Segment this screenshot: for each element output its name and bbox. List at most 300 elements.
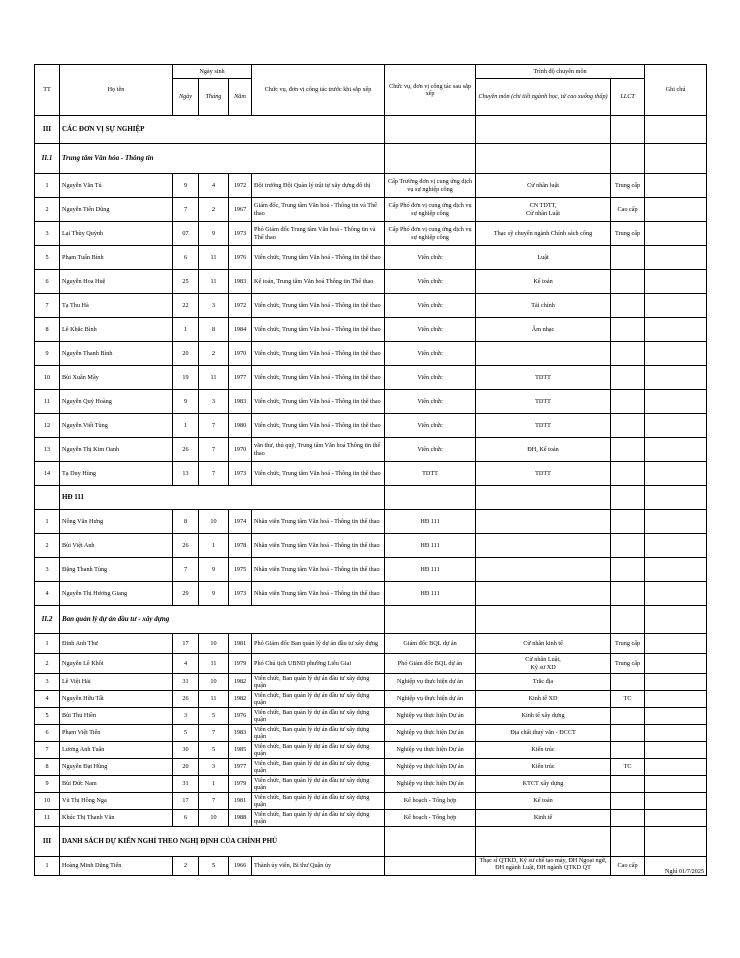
row-position-after: Cấp Phó đơn vị cung ứng dịch vụ sự nghiệp công <box>385 222 476 246</box>
row-position-after: Viên chức <box>385 366 476 390</box>
row-position-after: Nghiệp vụ thực hiện Dự án <box>385 759 476 776</box>
row-tt: 11 <box>35 810 60 827</box>
row-month: 1 <box>199 534 229 558</box>
row-note: Nghỉ 01/7/2025 <box>645 857 707 876</box>
row-specialty: Cử nhân Luật, Kỹ sư XD <box>476 654 611 674</box>
row-tt: 8 <box>35 318 60 342</box>
empty-cell <box>611 116 645 144</box>
row-position-after: Viên chức <box>385 246 476 270</box>
row-position-after: Nghiệp vụ thực hiện Dự án <box>385 708 476 725</box>
table-row <box>35 462 707 486</box>
row-note <box>645 759 707 776</box>
row-specialty: TDTT <box>476 462 611 486</box>
table-row <box>35 654 707 674</box>
row-note <box>645 294 707 318</box>
row-tt: 9 <box>35 342 60 366</box>
row-position-after: Giám đốc BQL dự án <box>385 634 476 654</box>
empty-cell <box>645 606 707 634</box>
section-code: III <box>35 116 60 144</box>
empty-cell <box>385 486 476 510</box>
row-tt: 7 <box>35 742 60 759</box>
row-name: Nông Văn Hưng <box>60 510 173 534</box>
row-note <box>645 390 707 414</box>
row-day: 9 <box>173 390 199 414</box>
row-specialty: Luật <box>476 246 611 270</box>
row-llct <box>611 558 645 582</box>
table-row <box>35 582 707 606</box>
row-llct <box>611 270 645 294</box>
row-note <box>645 534 707 558</box>
row-specialty: Kinh tế <box>476 810 611 827</box>
section-title: CÁC ĐƠN VỊ SỰ NGHIỆP <box>60 116 385 144</box>
row-position-after: Viên chức <box>385 318 476 342</box>
row-llct <box>611 810 645 827</box>
section-title: HĐ 111 <box>60 486 385 510</box>
row-llct <box>611 366 645 390</box>
empty-cell <box>476 116 611 144</box>
row-note <box>645 246 707 270</box>
row-position-after: Nghiệp vụ thực hiện Dự án <box>385 725 476 742</box>
row-day: 26 <box>173 438 199 462</box>
row-tt: 5 <box>35 708 60 725</box>
row-day: 1 <box>173 318 199 342</box>
row-specialty: TDTT <box>476 366 611 390</box>
row-position-before: Kế toán, Trung tâm Văn hoá Thông tin Thể thao <box>252 270 385 294</box>
row-name: Nguyễn Tiến Dũng <box>60 198 173 222</box>
empty-cell <box>645 486 707 510</box>
row-month: 8 <box>199 318 229 342</box>
row-year: 1972 <box>229 294 252 318</box>
row-position-before: Phó Giám đốc Ban quản lý dự án đầu tư xây dựng <box>252 634 385 654</box>
empty-cell <box>611 827 645 857</box>
row-note <box>645 270 707 294</box>
table-header <box>35 65 707 116</box>
row-tt: 3 <box>35 222 60 246</box>
row-specialty: TDTT <box>476 390 611 414</box>
row-specialty: TDTT <box>476 414 611 438</box>
row-day: 20 <box>173 759 199 776</box>
row-llct: Trung cấp <box>611 654 645 674</box>
col-ngay-sinh: Ngày sinh <box>173 65 252 79</box>
row-specialty <box>476 342 611 366</box>
row-position-before: Phó Giám đốc Trung tâm Văn hoá - Thông tin và Thể thao <box>252 222 385 246</box>
row-note <box>645 725 707 742</box>
row-note <box>645 342 707 366</box>
row-name: Lương Anh Tuấn <box>60 742 173 759</box>
row-month: 11 <box>199 366 229 390</box>
row-day: 7 <box>173 198 199 222</box>
row-year: 1988 <box>229 810 252 827</box>
row-name: Khúc Thị Thanh Vân <box>60 810 173 827</box>
row-year: 1973 <box>229 582 252 606</box>
row-note <box>645 438 707 462</box>
table-row <box>35 294 707 318</box>
row-year: 1977 <box>229 759 252 776</box>
row-name: Lại Thùy Quỳnh <box>60 222 173 246</box>
row-note <box>645 510 707 534</box>
row-llct <box>611 318 645 342</box>
row-llct: Trung cấp <box>611 222 645 246</box>
col-trinh-do: Trình độ chuyên môn <box>476 65 645 79</box>
row-position-after: Cấp Phó đơn vị cung ứng dịch vụ sự nghiệp công <box>385 198 476 222</box>
table-row <box>35 198 707 222</box>
row-specialty <box>476 582 611 606</box>
table-row <box>35 534 707 558</box>
row-position-before: văn thư, thủ quỹ, Trung tâm Văn hoá Thông tin thể thao <box>252 438 385 462</box>
row-name: Nguyễn Quý Hoàng <box>60 390 173 414</box>
row-specialty: Trắc địa <box>476 674 611 691</box>
table-row <box>35 857 707 876</box>
row-tt: 4 <box>35 691 60 708</box>
row-year: 1977 <box>229 366 252 390</box>
row-llct: Trung cấp <box>611 174 645 198</box>
row-position-after: Nghiệp vụ thực hiện Dự án <box>385 742 476 759</box>
row-tt: 14 <box>35 462 60 486</box>
row-position-after: Nghiệp vụ thực hiện dự án <box>385 691 476 708</box>
row-day: 07 <box>173 222 199 246</box>
empty-cell <box>476 144 611 174</box>
row-year: 1976 <box>229 708 252 725</box>
row-llct <box>611 725 645 742</box>
row-specialty: Kinh tế XD <box>476 691 611 708</box>
row-position-after: Cấp Trưởng đơn vị cung ứng dịch vụ sự nghiệp công <box>385 174 476 198</box>
row-month: 11 <box>199 246 229 270</box>
row-name: Bùi Đức Nam <box>60 776 173 793</box>
section-row <box>35 606 707 634</box>
row-day: 5 <box>173 725 199 742</box>
row-year: 1970 <box>229 342 252 366</box>
section-code <box>35 486 60 510</box>
row-position-before: Viên chức, Trung tâm Văn hoá - Thông tin thể thao <box>252 294 385 318</box>
row-year: 1979 <box>229 776 252 793</box>
row-specialty: Kế toán <box>476 793 611 810</box>
row-position-after <box>385 857 476 876</box>
row-tt: 3 <box>35 558 60 582</box>
row-month: 2 <box>199 342 229 366</box>
personnel-table <box>34 64 707 876</box>
row-month: 4 <box>199 174 229 198</box>
row-position-before: Nhân viên Trung tâm Văn hoá - Thông tin thể thao <box>252 558 385 582</box>
table-row <box>35 793 707 810</box>
col-tt: TT <box>35 65 60 116</box>
col-cv-sau: Chức vụ, đơn vị công tác sau sắp xếp <box>385 65 476 116</box>
row-specialty <box>476 558 611 582</box>
row-name: Bùi Việt Anh <box>60 534 173 558</box>
empty-cell <box>611 144 645 174</box>
row-tt: 2 <box>35 654 60 674</box>
empty-cell <box>385 606 476 634</box>
row-month: 7 <box>199 793 229 810</box>
row-position-before: Viên chức, Trung tâm Văn hoá - Thông tin thể thao <box>252 414 385 438</box>
row-year: 1983 <box>229 725 252 742</box>
row-position-after: Nghiệp vụ thực hiện dự án <box>385 674 476 691</box>
row-position-after: HĐ 111 <box>385 582 476 606</box>
row-tt: 1 <box>35 634 60 654</box>
row-note <box>645 708 707 725</box>
row-year: 1973 <box>229 462 252 486</box>
row-llct <box>611 582 645 606</box>
row-name: Nguyễn Thị Hương Giang <box>60 582 173 606</box>
row-day: 8 <box>173 510 199 534</box>
row-position-before: Viên chức, Trung tâm Văn hoá - Thông tin thể thao <box>252 318 385 342</box>
row-day: 31 <box>173 776 199 793</box>
row-specialty: Cử nhân luật <box>476 174 611 198</box>
row-llct <box>611 776 645 793</box>
row-day: 30 <box>173 742 199 759</box>
row-year: 1967 <box>229 198 252 222</box>
empty-cell <box>476 606 611 634</box>
row-month: 9 <box>199 222 229 246</box>
empty-cell <box>611 606 645 634</box>
row-name: Nguyễn Hoa Huệ <box>60 270 173 294</box>
row-note <box>645 582 707 606</box>
row-name: Tạ Duy Hùng <box>60 462 173 486</box>
row-note <box>645 691 707 708</box>
row-day: 19 <box>173 366 199 390</box>
row-note <box>645 198 707 222</box>
row-name: Nguyễn Đạt Hùng <box>60 759 173 776</box>
row-year: 1981 <box>229 793 252 810</box>
row-position-before: Viên chức, Ban quản lý dự án đầu tư xây dựng quận <box>252 674 385 691</box>
row-llct <box>611 438 645 462</box>
section-code: II.1 <box>35 144 60 174</box>
row-name: Lê Khắc Bình <box>60 318 173 342</box>
row-month: 11 <box>199 270 229 294</box>
row-position-before: Viên chức, Ban quản lý dự án đầu tư xây dựng quận <box>252 725 385 742</box>
table-body <box>35 116 707 876</box>
empty-cell <box>385 144 476 174</box>
row-tt: 12 <box>35 414 60 438</box>
table-row <box>35 674 707 691</box>
col-ghi-chu: Ghi chú <box>645 65 707 116</box>
row-day: 6 <box>173 810 199 827</box>
row-specialty: Âm nhạc <box>476 318 611 342</box>
row-year: 1973 <box>229 222 252 246</box>
row-year: 1985 <box>229 742 252 759</box>
row-note <box>645 462 707 486</box>
row-tt: 8 <box>35 759 60 776</box>
row-position-before: Viên chức, Ban quản lý dự án đầu tư xây dựng quận <box>252 708 385 725</box>
table-row <box>35 558 707 582</box>
col-chuyen-mon: Chuyên môn (chi tiết ngành học, từ cao xuống thấp) <box>476 79 611 116</box>
row-year: 1984 <box>229 318 252 342</box>
col-ngay: Ngày <box>173 79 199 116</box>
section-title: DANH SÁCH DỰ KIẾN NGHỈ THEO NGHỊ ĐỊNH CỦA CHÍNH PHỦ <box>60 827 385 857</box>
row-year: 1981 <box>229 634 252 654</box>
row-llct <box>611 294 645 318</box>
empty-cell <box>385 116 476 144</box>
row-day: 20 <box>173 342 199 366</box>
row-llct <box>611 462 645 486</box>
row-note <box>645 810 707 827</box>
row-month: 7 <box>199 414 229 438</box>
row-day: 22 <box>173 294 199 318</box>
row-tt: 10 <box>35 366 60 390</box>
row-name: Phạm Tuấn Bình <box>60 246 173 270</box>
row-month: 7 <box>199 438 229 462</box>
row-tt: 11 <box>35 390 60 414</box>
row-specialty: Kế toán <box>476 270 611 294</box>
row-specialty: Kiến trúc <box>476 742 611 759</box>
table-row <box>35 366 707 390</box>
table-row <box>35 438 707 462</box>
row-day: 26 <box>173 691 199 708</box>
row-month: 10 <box>199 634 229 654</box>
row-position-before: Đội trưởng Đội Quản lý trật tự xây dựng đô thị <box>252 174 385 198</box>
row-specialty: Kiến trúc <box>476 759 611 776</box>
table-row <box>35 759 707 776</box>
row-position-before: Viên chức, Trung tâm Văn hoá - Thông tin thể thao <box>252 390 385 414</box>
row-note <box>645 742 707 759</box>
row-tt: 1 <box>35 510 60 534</box>
row-year: 1970 <box>229 438 252 462</box>
row-tt: 2 <box>35 534 60 558</box>
row-position-after: HĐ 111 <box>385 510 476 534</box>
row-position-before: Nhân viên Trung tâm Văn hoá - Thông tin thể thao <box>252 534 385 558</box>
row-month: 7 <box>199 725 229 742</box>
row-tt: 1 <box>35 857 60 876</box>
row-tt: 10 <box>35 793 60 810</box>
row-position-before: Giám đốc, Trung tâm Văn hoá - Thông tin và Thể thao <box>252 198 385 222</box>
section-code: III <box>35 827 60 857</box>
row-position-before: Viên chức, Ban quản lý dự án đầu tư xây dựng quận <box>252 793 385 810</box>
row-year: 1982 <box>229 691 252 708</box>
col-nam: Năm <box>229 79 252 116</box>
row-position-after: Viên chức <box>385 270 476 294</box>
row-year: 1976 <box>229 246 252 270</box>
row-llct: Trung cấp <box>611 634 645 654</box>
row-day: 9 <box>173 174 199 198</box>
row-name: Phạm Việt Tiến <box>60 725 173 742</box>
table-row <box>35 691 707 708</box>
row-llct <box>611 414 645 438</box>
row-name: Vũ Thị Hồng Nga <box>60 793 173 810</box>
row-month: 5 <box>199 742 229 759</box>
row-name: Nguyễn Văn Tú <box>60 174 173 198</box>
row-month: 10 <box>199 810 229 827</box>
row-position-after: Viên chức <box>385 414 476 438</box>
row-month: 9 <box>199 582 229 606</box>
row-position-after: HĐ 111 <box>385 534 476 558</box>
row-note <box>645 776 707 793</box>
row-month: 5 <box>199 708 229 725</box>
row-llct <box>611 246 645 270</box>
row-specialty: Kinh tế xây dựng <box>476 708 611 725</box>
row-position-before: Viên chức, Trung tâm Văn hoá - Thông tin thể thao <box>252 342 385 366</box>
empty-cell <box>476 486 611 510</box>
row-year: 1966 <box>229 857 252 876</box>
row-position-after: Kế hoạch - Tổng hợp <box>385 793 476 810</box>
row-month: 5 <box>199 857 229 876</box>
row-llct: Cao cấp <box>611 198 645 222</box>
section-row <box>35 116 707 144</box>
row-name: Lê Việt Hải <box>60 674 173 691</box>
empty-cell <box>645 827 707 857</box>
row-name: Bùi Thu Hiền <box>60 708 173 725</box>
table-row <box>35 270 707 294</box>
row-day: 2 <box>173 857 199 876</box>
row-note <box>645 318 707 342</box>
table-row <box>35 246 707 270</box>
table-row <box>35 725 707 742</box>
row-name: Nguyễn Hữu Tất <box>60 691 173 708</box>
row-position-after: Nghiệp vụ thực hiện Dự án <box>385 776 476 793</box>
row-year: 1980 <box>229 414 252 438</box>
row-position-before: Nhân viên Trung tâm Văn hoá - Thông tin thể thao <box>252 510 385 534</box>
row-specialty <box>476 510 611 534</box>
row-note <box>645 674 707 691</box>
empty-cell <box>385 827 476 857</box>
row-llct <box>611 674 645 691</box>
empty-cell <box>476 827 611 857</box>
row-tt: 3 <box>35 674 60 691</box>
row-month: 10 <box>199 510 229 534</box>
row-position-before: Nhân viên Trung tâm Văn hoá - Thông tin thể thao <box>252 582 385 606</box>
row-note <box>645 222 707 246</box>
row-name: Đinh Anh Thư <box>60 634 173 654</box>
table-row <box>35 776 707 793</box>
row-tt: 1 <box>35 174 60 198</box>
row-name: Tạ Thu Hà <box>60 294 173 318</box>
row-year: 1983 <box>229 270 252 294</box>
row-day: 17 <box>173 793 199 810</box>
section-row <box>35 486 707 510</box>
row-llct <box>611 510 645 534</box>
empty-cell <box>611 486 645 510</box>
section-title: Trung tâm Văn hóa - Thông tin <box>60 144 385 174</box>
row-day: 1 <box>173 414 199 438</box>
row-llct <box>611 742 645 759</box>
row-tt: 2 <box>35 198 60 222</box>
row-day: 25 <box>173 270 199 294</box>
row-name: Nguyễn Viết Tùng <box>60 414 173 438</box>
row-position-before: Phó Chủ tịch UBND phường Liễu Giai <box>252 654 385 674</box>
row-llct <box>611 342 645 366</box>
row-note <box>645 634 707 654</box>
row-note <box>645 793 707 810</box>
row-specialty: CN TDTT, Cử nhân Luật <box>476 198 611 222</box>
row-specialty: KTCT xây dựng <box>476 776 611 793</box>
row-day: 3 <box>173 708 199 725</box>
row-note <box>645 366 707 390</box>
row-llct: TC <box>611 691 645 708</box>
row-name: Đặng Thanh Tùng <box>60 558 173 582</box>
row-specialty <box>476 534 611 558</box>
row-year: 1975 <box>229 558 252 582</box>
row-llct <box>611 708 645 725</box>
row-tt: 13 <box>35 438 60 462</box>
row-month: 3 <box>199 294 229 318</box>
row-tt: 7 <box>35 294 60 318</box>
table-row <box>35 342 707 366</box>
row-position-before: Viên chức, Ban quản lý dự án đầu tư xây dựng quận <box>252 759 385 776</box>
row-llct <box>611 390 645 414</box>
row-year: 1982 <box>229 674 252 691</box>
row-note <box>645 174 707 198</box>
row-note <box>645 654 707 674</box>
row-month: 1 <box>199 776 229 793</box>
table-row <box>35 318 707 342</box>
row-position-before: Viên chức, Trung tâm Văn hoá - Thông tin thể thao <box>252 246 385 270</box>
row-specialty: Thạc sĩ QTKD, Kỹ sư chế tạo máy, ĐH Ngoại ngữ, ĐH ngành Luật, ĐH ngành QTKD QT <box>476 857 611 876</box>
row-month: 3 <box>199 759 229 776</box>
empty-cell <box>645 116 707 144</box>
row-tt: 5 <box>35 246 60 270</box>
row-specialty: Cử nhân kinh tế <box>476 634 611 654</box>
row-position-after: Phó Giám đốc BQL dự án <box>385 654 476 674</box>
empty-cell <box>645 144 707 174</box>
row-tt: 6 <box>35 270 60 294</box>
